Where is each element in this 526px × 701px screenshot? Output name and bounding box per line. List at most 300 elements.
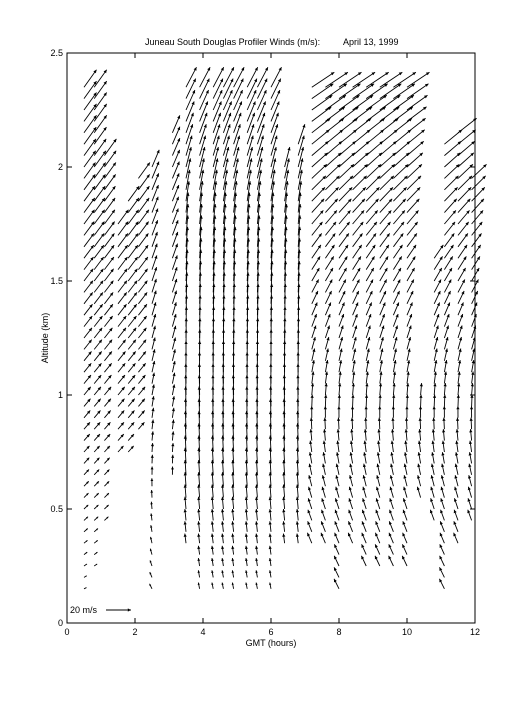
wind-vector: [84, 529, 88, 532]
wind-vector: [353, 279, 360, 292]
arrow-head: [171, 455, 174, 458]
wind-vector: [468, 475, 472, 486]
wind-vector: [211, 497, 214, 509]
wind-vector: [353, 245, 362, 258]
arrow-head: [202, 158, 205, 161]
arrow-head: [376, 464, 379, 467]
wind-vector: [104, 198, 115, 213]
wind-vector: [104, 351, 112, 360]
wind-vector: [434, 326, 439, 339]
wind-vector: [128, 434, 134, 441]
arrow-head: [432, 418, 435, 421]
wind-vector: [308, 464, 311, 475]
wind-vector: [104, 316, 112, 327]
wind-vector: [150, 584, 153, 589]
scale-key-arrow-shape: [106, 608, 131, 611]
wind-vector: [434, 291, 440, 304]
arrow-head: [308, 464, 311, 467]
wind-vector: [138, 375, 145, 384]
arrow-head: [211, 448, 214, 451]
arrow-shaft: [84, 70, 97, 88]
arrow-head: [417, 464, 420, 467]
wind-vector: [247, 113, 255, 133]
wind-vector: [84, 81, 97, 99]
wind-vector: [391, 441, 394, 452]
arrow-head: [379, 383, 382, 386]
wind-vector: [472, 326, 477, 339]
wind-vector: [325, 279, 332, 292]
wind-vector: [94, 257, 104, 270]
wind-vector: [312, 279, 319, 292]
x-tick-label: 0: [64, 627, 70, 637]
arrow-head: [350, 452, 353, 455]
wind-vector: [458, 222, 469, 236]
wind-vector: [84, 410, 90, 417]
wind-vector: [231, 546, 234, 555]
arrow-head: [405, 418, 408, 421]
wind-vector: [407, 360, 410, 372]
x-tick-label: 12: [469, 627, 481, 637]
wind-vector: [335, 510, 339, 521]
wind-vector: [322, 487, 326, 498]
arrow-head: [367, 349, 370, 352]
wind-vector: [104, 375, 111, 384]
wind-vector: [321, 533, 326, 543]
arrow-head: [150, 560, 152, 562]
wind-vector: [353, 210, 365, 224]
wind-vector: [362, 521, 366, 532]
wind-vector: [296, 497, 299, 509]
wind-vector: [138, 387, 145, 395]
arrow-head: [312, 349, 315, 352]
wind-vector: [255, 546, 258, 555]
wind-vector: [353, 187, 366, 201]
arrow-head: [433, 383, 436, 386]
wind-vector: [138, 245, 148, 258]
arrow-head: [152, 384, 155, 387]
arrow-head: [365, 395, 368, 398]
wind-vector: [433, 406, 436, 418]
wind-vector: [128, 351, 136, 360]
wind-vector: [84, 104, 97, 122]
wind-vector: [118, 281, 127, 293]
wind-vector: [94, 210, 105, 224]
wind-vector: [454, 487, 458, 498]
wind-vector: [389, 556, 394, 566]
wind-vector: [269, 534, 272, 544]
arrow-head: [431, 452, 434, 455]
wind-vector: [458, 199, 470, 213]
wind-vector: [336, 441, 339, 452]
arrow-head: [457, 395, 460, 398]
wind-vector: [104, 245, 114, 258]
wind-vector: [84, 422, 90, 429]
wind-vector: [118, 363, 125, 372]
arrow-head: [338, 395, 341, 398]
wind-vector: [172, 349, 176, 361]
arrow-head: [321, 498, 324, 502]
arrow-shaft: [186, 67, 197, 87]
wind-vector: [335, 521, 339, 532]
wind-vector: [335, 475, 339, 486]
wind-vector: [84, 458, 89, 464]
wind-vector: [325, 372, 328, 384]
wind-vector-field: [84, 67, 487, 589]
wind-vector: [470, 395, 473, 407]
arrow-head: [351, 418, 354, 421]
wind-vector: [403, 487, 407, 498]
arrow-head: [260, 158, 263, 161]
wind-vector: [104, 340, 112, 350]
wind-vector: [380, 349, 384, 361]
wind-vector: [311, 395, 314, 407]
wind-vector: [339, 268, 347, 281]
wind-vector: [353, 268, 361, 281]
arrow-head: [390, 452, 393, 455]
wind-vector: [296, 509, 299, 520]
wind-vector: [138, 233, 148, 246]
arrow-head: [302, 124, 305, 128]
wind-vector: [349, 475, 353, 486]
arrow-head: [322, 452, 325, 455]
wind-vector: [440, 533, 445, 543]
wind-vector: [118, 328, 126, 338]
wind-vector: [94, 281, 103, 293]
wind-vector: [407, 199, 419, 213]
wind-vector: [172, 373, 175, 384]
wind-vector: [405, 418, 408, 430]
wind-vector: [104, 387, 111, 395]
arrow-head: [420, 383, 423, 386]
wind-vector: [353, 199, 365, 213]
wind-vector: [379, 383, 382, 395]
wind-vector: [118, 422, 124, 429]
wind-vector: [172, 314, 176, 327]
wind-vector: [366, 291, 372, 304]
wind-vector: [321, 521, 325, 532]
y-axis-label: Altitude (km): [40, 312, 50, 364]
arrow-head: [151, 455, 154, 458]
wind-vector: [417, 464, 420, 475]
wind-vector: [211, 484, 214, 497]
wind-vector: [94, 552, 97, 554]
wind-vector: [325, 256, 333, 269]
wind-vector: [458, 372, 461, 384]
wind-vector: [104, 210, 115, 224]
wind-vector: [118, 316, 126, 327]
wind-vector: [323, 429, 326, 440]
wind-vector: [200, 101, 208, 121]
arrow-head: [442, 418, 445, 421]
wind-vector: [467, 510, 471, 521]
wind-vector: [138, 222, 148, 236]
wind-vector: [84, 93, 97, 111]
wind-vector: [232, 570, 234, 577]
wind-vector: [336, 452, 339, 463]
wind-vector: [269, 521, 272, 532]
wind-vector: [457, 383, 460, 395]
wind-vector: [440, 498, 444, 509]
wind-vector: [223, 101, 231, 121]
wind-vector: [393, 176, 407, 190]
wind-vector: [223, 90, 232, 110]
wind-vector: [84, 363, 91, 372]
wind-vector: [221, 497, 224, 509]
wind-vector: [128, 387, 135, 395]
wind-vector: [444, 279, 451, 292]
arrow-head: [172, 373, 175, 376]
wind-vector: [393, 291, 399, 304]
arrow-head: [454, 498, 457, 502]
scale-key-label: 20 m/s: [70, 605, 98, 615]
wind-vector: [366, 245, 375, 258]
arrow-head: [469, 452, 472, 455]
arrow-head: [173, 349, 176, 352]
wind-vector: [389, 521, 393, 532]
wind-vector: [393, 383, 396, 395]
wind-vector: [84, 576, 87, 578]
wind-vector: [312, 199, 324, 213]
wind-vector: [172, 420, 175, 430]
wind-vector: [221, 583, 223, 589]
wind-vector: [311, 372, 314, 384]
wind-vector: [84, 115, 97, 133]
wind-vector: [325, 199, 337, 213]
wind-vector: [184, 521, 187, 532]
arrow-shaft: [223, 67, 234, 87]
wind-vector: [393, 233, 403, 246]
y-axis: [50, 48, 475, 628]
wind-vector: [472, 210, 484, 224]
wind-vector: [104, 328, 112, 338]
arrow-head: [409, 326, 412, 330]
wind-vector: [257, 90, 266, 110]
arrow-head: [249, 158, 252, 161]
arrow-shaft: [186, 101, 194, 121]
wind-vector: [151, 408, 154, 418]
wind-vector: [469, 429, 472, 440]
wind-vector: [393, 256, 401, 269]
wind-vector: [339, 222, 350, 236]
wind-vector: [94, 434, 100, 441]
wind-vector: [84, 469, 89, 474]
arrow-head: [391, 429, 394, 432]
wind-vector: [393, 337, 397, 349]
arrow-head: [419, 418, 422, 421]
wind-vector: [104, 304, 113, 315]
x-tick-label: 8: [336, 627, 342, 637]
wind-vector: [389, 533, 394, 543]
wind-vector: [444, 337, 448, 349]
wind-vector: [321, 510, 325, 521]
wind-vector: [442, 418, 445, 430]
wind-vector: [471, 383, 474, 395]
wind-vector: [444, 199, 456, 213]
arrow-shaft: [223, 79, 233, 99]
wind-vector: [186, 101, 194, 121]
wind-vector: [198, 583, 200, 589]
wind-vector: [257, 113, 265, 133]
wind-vector: [104, 517, 108, 521]
wind-vector: [312, 337, 316, 349]
wind-vector: [339, 199, 351, 213]
wind-vector: [150, 525, 152, 532]
arrow-head: [287, 158, 290, 161]
wind-vector: [296, 484, 299, 497]
wind-vector: [271, 101, 279, 121]
wind-vector: [84, 387, 91, 395]
arrow-shaft: [186, 90, 195, 110]
wind-vector: [152, 396, 155, 406]
wind-vector: [104, 422, 110, 429]
wind-vector: [94, 328, 102, 338]
wind-vector: [403, 510, 407, 521]
wind-vector: [325, 233, 335, 246]
wind-vector: [339, 314, 344, 327]
wind-vector: [312, 233, 322, 246]
wind-vector: [245, 558, 248, 566]
wind-vector: [365, 406, 368, 418]
wind-vector: [469, 441, 472, 452]
arrow-head: [257, 250, 260, 253]
wind-vector: [151, 420, 154, 430]
wind-vector: [118, 387, 125, 395]
wind-vector: [231, 484, 234, 497]
wind-vector: [393, 199, 405, 213]
wind-vector: [455, 441, 458, 452]
chart-title-right: April 13, 1999: [343, 37, 399, 47]
wind-vector: [380, 245, 389, 258]
arrow-head: [325, 383, 328, 386]
wind-vector: [128, 410, 134, 417]
wind-vector: [375, 556, 380, 566]
wind-vector: [472, 360, 475, 372]
arrow-head: [368, 326, 371, 330]
wind-vector: [255, 484, 258, 497]
wind-vector: [94, 458, 99, 464]
wind-vector: [335, 498, 339, 509]
wind-vector: [351, 406, 354, 418]
arrow-head: [418, 452, 421, 455]
wind-vector: [442, 441, 445, 452]
arrow-shaft: [200, 90, 209, 110]
wind-vector: [257, 79, 267, 99]
arrow-head: [215, 158, 218, 161]
wind-vector: [380, 176, 394, 190]
arrow-head: [298, 250, 301, 253]
wind-vector: [444, 256, 452, 269]
wind-vector: [404, 452, 407, 463]
wind-vector: [393, 372, 396, 384]
wind-vector: [104, 469, 109, 474]
wind-vector: [128, 257, 138, 270]
wind-vector: [94, 292, 103, 303]
wind-vector: [334, 567, 339, 577]
arrow-head: [233, 250, 236, 253]
wind-vector: [104, 222, 114, 236]
wind-vector: [366, 372, 369, 384]
y-tick-label: 0.5: [50, 504, 63, 514]
arrow-head: [350, 429, 353, 432]
arrow-head: [376, 498, 379, 502]
arrow-head: [152, 373, 155, 376]
wind-vector: [310, 406, 313, 418]
wind-vector: [376, 487, 380, 498]
wind-vector: [366, 337, 370, 349]
wind-vector: [431, 452, 434, 463]
wind-vector: [361, 556, 366, 566]
arrow-head: [432, 429, 435, 432]
wind-vector: [434, 245, 443, 258]
wind-vector: [231, 521, 234, 532]
wind-vector: [468, 464, 471, 475]
arrow-head: [456, 418, 459, 421]
wind-vector: [366, 199, 378, 213]
wind-vector: [312, 268, 320, 281]
wind-vector: [282, 509, 285, 520]
arrow-head: [349, 498, 352, 502]
wind-vector: [353, 222, 364, 236]
wind-vector: [84, 517, 88, 521]
wind-vector: [366, 302, 372, 315]
arrow-head: [430, 498, 433, 502]
wind-vector: [390, 452, 393, 463]
arrow-head: [418, 429, 421, 432]
wind-vector: [444, 268, 452, 281]
wind-vector: [94, 245, 104, 258]
wind-vector: [392, 406, 395, 418]
wind-vector: [402, 556, 407, 566]
wind-vector: [376, 475, 380, 486]
wind-vector: [440, 556, 445, 566]
wind-vector: [151, 431, 154, 440]
arrow-head: [455, 452, 458, 455]
wind-vector: [197, 509, 200, 520]
wind-vector: [375, 521, 379, 532]
wind-vector: [84, 281, 93, 293]
wind-vector: [312, 187, 325, 201]
wind-vector: [458, 187, 471, 201]
wind-vector: [308, 475, 312, 486]
wind-vector: [456, 406, 459, 418]
wind-vector: [458, 279, 465, 292]
wind-vector: [84, 245, 94, 258]
wind-vector: [458, 337, 462, 349]
wind-vector: [334, 556, 339, 566]
wind-vector: [407, 349, 411, 361]
wind-vector: [376, 498, 380, 509]
wind-vector: [271, 124, 278, 144]
wind-vector: [404, 464, 407, 475]
arrow-head: [171, 467, 174, 470]
wind-vector: [312, 302, 318, 315]
wind-vector: [197, 546, 200, 555]
arrow-head: [365, 383, 368, 386]
wind-vector: [389, 510, 393, 521]
wind-vector: [84, 70, 97, 88]
wind-vector: [245, 534, 248, 544]
arrow-head: [152, 349, 155, 352]
wind-vector: [84, 340, 92, 350]
wind-vector: [391, 418, 394, 430]
wind-vector: [247, 67, 258, 87]
wind-vector: [444, 222, 455, 236]
arrow-head: [128, 608, 131, 611]
wind-vector: [405, 406, 408, 418]
wind-vector: [271, 67, 282, 87]
wind-vector: [339, 337, 343, 349]
arrow-head: [150, 502, 153, 505]
